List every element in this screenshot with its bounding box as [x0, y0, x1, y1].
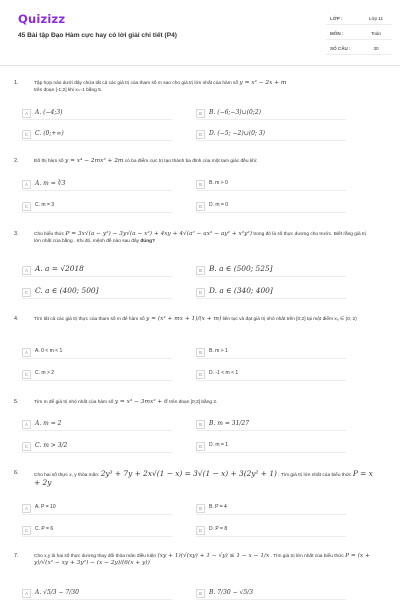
- question-text: [34, 399, 374, 406]
- option-d[interactable]: [196, 287, 346, 299]
- option-text: D. a ∈ (340; 400]: [209, 286, 273, 295]
- option-text: D. m = 0: [209, 202, 229, 208]
- meta-label: MÔN :: [330, 31, 344, 36]
- option-text: B. m > 1: [209, 348, 228, 354]
- question-text: [34, 158, 374, 165]
- option-text: B. P = 4: [209, 504, 227, 510]
- option-letter: A: [22, 420, 31, 429]
- option-text: B. 7/30 − √5/3: [209, 589, 254, 596]
- option-d[interactable]: [196, 129, 346, 141]
- question-stem-cont: có ba điểm cực trị tạo thành ba đỉnh của một tam giác đều khi:: [124, 159, 258, 164]
- option-text: A. m = ∛3: [35, 180, 66, 187]
- question-number: 7.: [14, 553, 19, 559]
- question-number: 1.: [14, 80, 19, 86]
- option-b[interactable]: [196, 588, 346, 600]
- math-expression: P = 3x√(a − y²) − 3y√(a − x²) + 4xy + 4√(a² − ax² − ay² + x²y²): [65, 231, 252, 237]
- math-expression: y = x³ − 3mx² + 6: [114, 399, 168, 405]
- question-stem: Tìm tất cả các giá trị thực của tham số m để hàm số: [34, 317, 145, 322]
- option-text: A. (−4;3): [35, 109, 63, 116]
- option-text: C. m > 3/2: [35, 442, 68, 449]
- option-text: C. a ∈ (400; 500]: [35, 286, 99, 295]
- quizizz-logo: Quizizz: [18, 12, 66, 26]
- meta-row-class: [326, 12, 392, 25]
- option-letter: C: [22, 370, 31, 379]
- option-c[interactable]: [22, 201, 172, 213]
- option-c[interactable]: [22, 525, 172, 537]
- page-title: 45 Bài tập Đạo Hàm cực hay có lời giải chi tiết (P4): [18, 32, 177, 39]
- option-letter: B: [196, 180, 205, 189]
- option-letter: D: [196, 442, 205, 451]
- option-text: C. m = 3: [35, 202, 55, 208]
- option-letter: C: [22, 202, 31, 211]
- option-b[interactable]: [196, 179, 346, 191]
- option-b[interactable]: [196, 108, 346, 120]
- option-text: A. 0 < m < 1: [35, 348, 63, 354]
- question-stem: Cho x,y là hai số thực dương thay đổi thỏa mãn điều kiện: [34, 554, 157, 559]
- option-letter: C: [22, 130, 31, 139]
- option-text: B. m = 31/27: [209, 420, 250, 427]
- math-expression: (xy + 1)(√(xy) + 1 − √y) ≤ 1 − x − 1/x: [157, 553, 270, 559]
- question-stem-cont: trong đó là số thực dương cho trước. Biết rằng giá trị lớn nhất của bằng . Khi đó, mệnh đề nào sau đây: [34, 232, 367, 244]
- question-emphasis: đúng?: [140, 239, 156, 244]
- option-letter: D: [196, 288, 205, 297]
- option-letter: C: [22, 526, 31, 535]
- option-letter: A: [22, 504, 31, 513]
- option-letter: B: [196, 348, 205, 357]
- question-text: [34, 470, 374, 488]
- meta-label: LỚP :: [330, 16, 343, 21]
- option-letter: B: [196, 589, 205, 598]
- question-number: 5.: [14, 399, 19, 405]
- option-letter: B: [196, 504, 205, 513]
- option-a[interactable]: [22, 588, 172, 600]
- meta-value: Lớp 11: [368, 16, 384, 21]
- question-text: [34, 316, 374, 323]
- option-text: D. (−5; −2)∪(0; 3): [209, 130, 265, 137]
- option-letter: A: [22, 109, 31, 118]
- option-letter: A: [22, 180, 31, 189]
- question-number: 3.: [14, 231, 19, 237]
- option-text: C. P = 6: [35, 526, 54, 532]
- question-stem-cont: trên đoạn [0;3] bằng 2.: [169, 400, 218, 405]
- option-d[interactable]: [196, 525, 346, 537]
- option-letter: A: [22, 348, 31, 357]
- option-a[interactable]: [22, 265, 172, 277]
- option-a[interactable]: [22, 108, 172, 120]
- option-text: A. P = 10: [35, 504, 56, 510]
- math-expression: y = (x² + mx + 1)/(x + m): [146, 316, 222, 322]
- question-stem: Cho hai số thực x, y thỏa mãn:: [34, 473, 100, 478]
- option-b[interactable]: [196, 503, 346, 515]
- meta-label: SỐ CÂU :: [330, 46, 351, 51]
- option-c[interactable]: [22, 287, 172, 299]
- meta-row-count: [326, 42, 392, 55]
- question-text: [34, 553, 374, 567]
- meta-value: Toán: [371, 31, 381, 36]
- option-letter: A: [22, 266, 31, 275]
- option-letter: D: [196, 202, 205, 211]
- option-letter: B: [196, 266, 205, 275]
- meta-row-subject: [326, 27, 392, 40]
- math-expression: P = x + 2y: [34, 469, 373, 487]
- option-letter: D: [196, 370, 205, 379]
- option-text: D. P = 8: [209, 526, 228, 532]
- question-text: [34, 80, 374, 94]
- option-text: A. m = 2: [35, 420, 62, 427]
- math-expression: y = x² − 2x + m: [239, 80, 287, 86]
- option-letter: B: [196, 420, 205, 429]
- question-stem-cont: . Tìm giá trị lớn nhất của biểu thức: [278, 473, 352, 478]
- option-a[interactable]: [22, 347, 172, 359]
- option-a[interactable]: [22, 503, 172, 515]
- option-b[interactable]: [196, 265, 346, 277]
- option-c[interactable]: [22, 369, 172, 381]
- option-letter: C: [22, 442, 31, 451]
- option-text: B. (−6;−3)∪(0;2): [209, 109, 261, 116]
- option-text: B. a ∈ (500; 525]: [209, 264, 273, 273]
- question-stem-cont: liên tục và đạt giá trị nhỏ nhất trên [0;2] tại một điểm x₀ ∈ (0; 2): [222, 317, 357, 322]
- option-letter: A: [22, 589, 31, 598]
- option-c[interactable]: [22, 129, 172, 141]
- option-text: D. m = 1: [209, 442, 229, 448]
- option-a[interactable]: [22, 179, 172, 191]
- math-expression: 2y³ + 7y + 2x√(1 − x) = 3√(1 − x) + 3(2y² + 1): [100, 469, 277, 478]
- question-stem-cont: . Tìm giá trị lớn nhất của biểu thức: [270, 554, 344, 559]
- meta-value: 30: [373, 46, 379, 51]
- option-text: B. m > 0: [209, 180, 228, 186]
- option-d[interactable]: [196, 201, 346, 213]
- math-expression: y = x⁴ − 2mx² + 2m: [64, 158, 124, 164]
- option-letter: D: [196, 526, 205, 535]
- option-letter: D: [196, 130, 205, 139]
- option-letter: C: [22, 288, 31, 297]
- question-stem: Tìm m để giá trị nhỏ nhất của hàm số: [34, 400, 114, 405]
- question-number: 2.: [14, 158, 19, 164]
- math-expression: P = (x + y)/√(x² − xy + 3y²) − (x − 2y)/(6(x + y)): [34, 553, 370, 566]
- option-b[interactable]: [196, 347, 346, 359]
- question-stem: Tập hợp nào dưới đây chứa tất cả các giá trị của tham số m sao cho giá trị lớn nhất của hàm số: [34, 81, 239, 86]
- option-text: A. a = √2018: [35, 264, 84, 273]
- option-c[interactable]: [22, 441, 172, 453]
- question-stem-cont: trên đoạn [-1;2] khi x=-1 bằng 5.: [34, 88, 103, 93]
- question-stem: Cho biểu thức: [34, 232, 65, 237]
- option-text: C. (0;+∞): [35, 130, 64, 137]
- option-text: C. m > 2: [35, 370, 55, 376]
- option-d[interactable]: [196, 441, 346, 453]
- option-b[interactable]: [196, 419, 346, 431]
- question-number: 4.: [14, 316, 19, 322]
- worksheet-header: [0, 0, 400, 66]
- option-text: D. -1 < m < 1: [209, 370, 239, 376]
- question-number: 6.: [14, 470, 19, 476]
- question-stem: Đồ thị hàm số: [34, 159, 64, 164]
- question-text: [34, 231, 374, 245]
- option-a[interactable]: [22, 419, 172, 431]
- option-d[interactable]: [196, 369, 346, 381]
- option-letter: B: [196, 109, 205, 118]
- option-text: A. √5/3 − 7/30: [35, 589, 79, 596]
